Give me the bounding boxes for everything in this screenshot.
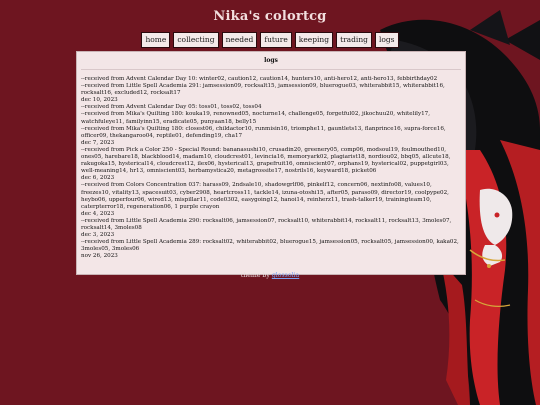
nav-home[interactable]: home (141, 32, 170, 48)
log-entry: --received from Little Spell Academia 289: rocksalt02, whiterabbit02, bluerogue15, jamsession05, rocksalt05, jamsession00, kaka02, 3moles05, 3moles06 (81, 239, 459, 253)
log-entry: --received from Mika's Quilting 180: kouka19, renowned05, nocturne14, challenge05, forgetful02, jikochuu20, whitelily17, watchfuleye11, familyinn15, eradicate05, punyaan18, belly15 (81, 111, 431, 125)
nav-logs[interactable]: logs (375, 32, 399, 48)
footer-theme-link[interactable]: glossolia (271, 272, 300, 279)
log-date: dec 3, 2023 (81, 232, 115, 239)
logs-panel[interactable] (76, 51, 466, 275)
log-date: dec 6, 2023 (81, 175, 115, 182)
nav-future[interactable]: future (260, 32, 291, 48)
footer-credit (0, 272, 540, 279)
footer-prefix: theme by (240, 272, 270, 279)
nav-keeping[interactable]: keeping (295, 32, 333, 48)
log-entry: --received from Little Spell Academia 291: jamsession09, rocksalt15, jamsession09, bluerogue03, whiterabbit15, whiterabbit16, rocksalt16, excluded12, rocksalt17 (81, 83, 445, 97)
log-date: nov 26, 2023 (81, 253, 118, 260)
main-nav (0, 32, 540, 48)
log-list (77, 70, 465, 260)
log-entry: --received from Colors Concentration 037: harass09, 2ndsale10, shadowgrlf06, pinkelf12, concern06, nextinfo08, values10, freezes10, vitality13, spacesuit03, cyber2908, heartcross11, tackle14, izuna-otoshi15, after05, paraso09, director19, coolpype02, heybo06, upperfour06, wired13, mispillar11, code0302, easygoing12, hanoi14, reinherz11, trash-talker19, trainingteam10, caterpterror18, regeneration06, 1 purple crayon (81, 182, 449, 210)
nav-collecting[interactable]: collecting (173, 32, 218, 48)
log-date: dec 10, 2023 (81, 97, 118, 104)
nav-trading[interactable]: trading (336, 32, 372, 48)
log-date: dec 7, 2023 (81, 139, 115, 146)
log-entry: --received from Pick a Color 250 - Special Round: bananasushi10, crusadin20, greenery05, comp06, modsoul19, foulmouthed10, ones05, harebare18, blackblood14, madam10, cloudcrest01, levincia16, memoryark02, plagiarist18, nordiou02, bbq05, allcute18, rakugoka15, hysterical14, cloudcrest12, ilex06, hysterical13, grapefruit16, omniscient07, orphans19, hysterical02, puppetgirl03, well-meaning14, hr13, omniscient03, herbamystica20, metagrossite17, nostrils16, keyward18, picket06 (81, 146, 451, 175)
panel-heading: logs (81, 52, 461, 70)
log-entry: --received from Advent Calendar Day 05: toss01, toss02, toss04 (81, 104, 262, 111)
log-date: dec 4, 2023 (81, 210, 115, 217)
log-entry: --received from Little Spell Academia 290: rocksalt06, jamsession07, rocksalt10, whiterabbit14, rocksalt11, rocksalt13, 3moles07, rocksalt14, 3moles08 (81, 217, 452, 231)
nav-needed[interactable]: needed (222, 32, 258, 48)
log-entry: --received from Mika's Quilting 180: closest06, childactor10, runmisin16, triomphe11, gauntlets13, flanprince16, supra-force16, officer09, thekangaroo04, reptile01, defending19, cha17 (81, 125, 446, 139)
log-entry: --received from Advent Calendar Day 10: winter02, caution12, caution14, hunters10, anti-hero12, anti-hero13, febbirthday02 (81, 76, 438, 82)
site-title: Nika's colortcg (213, 9, 327, 24)
